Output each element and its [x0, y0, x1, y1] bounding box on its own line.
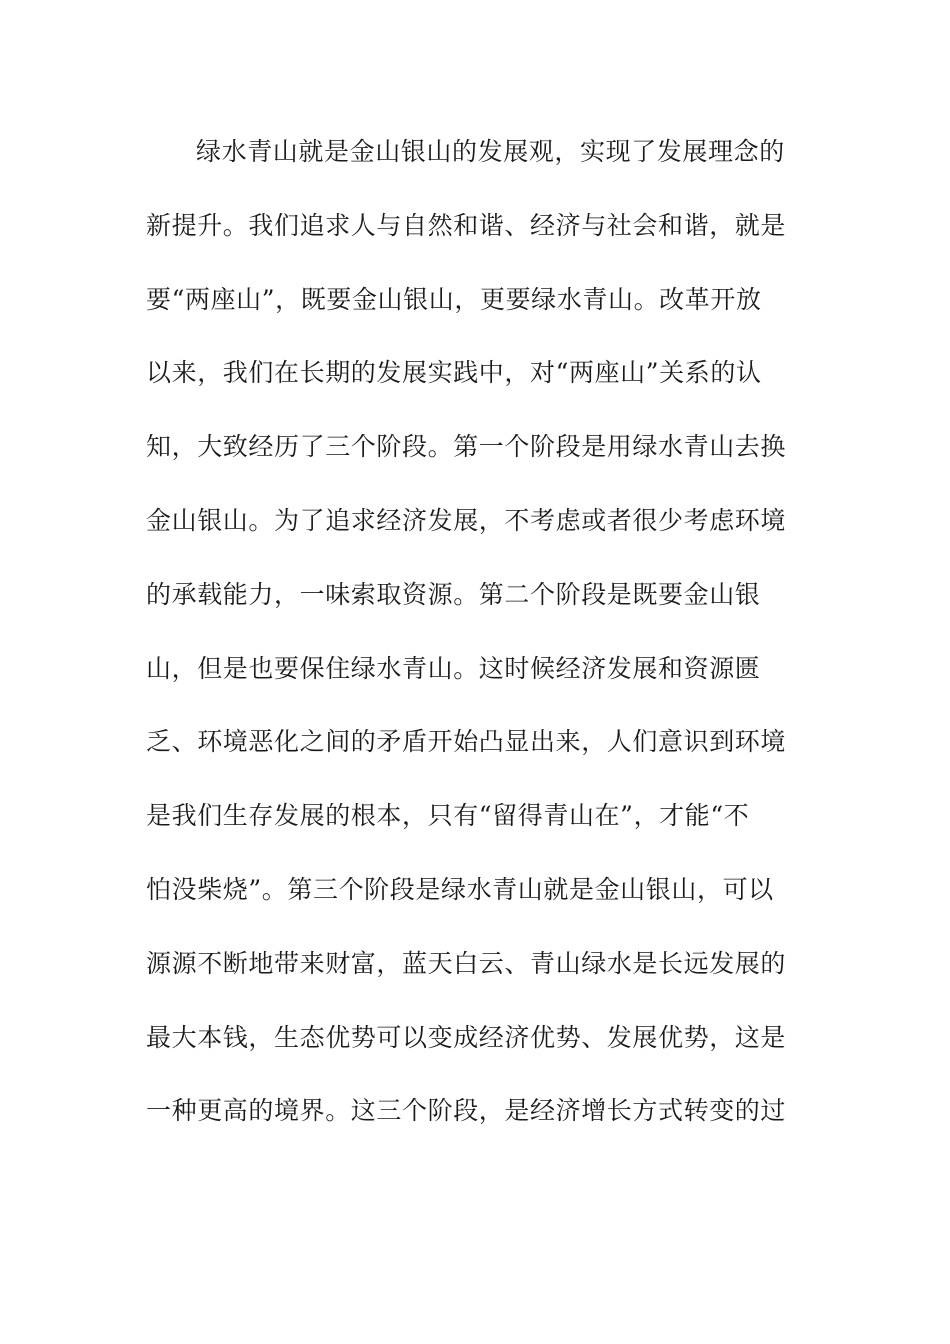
- text-line: 绿水青山就是金山银山的发展观，实现了发展理念的: [196, 137, 785, 166]
- text-line: 怕没柴烧”。第三个阶段是绿水青山就是金山银山，可以: [146, 874, 774, 904]
- text-line: 是我们生存发展的根本，只有“留得青山在”，才能“不: [146, 801, 750, 831]
- text-line: 一种更高的境界。这三个阶段，是经济增长方式转变的过: [146, 1096, 787, 1126]
- text-line: 最大本钱，生态优势可以变成经济优势、发展优势，这是: [146, 1022, 787, 1052]
- text-line: 源源不断地带来财富，蓝天白云、青山绿水是长远发展的: [146, 948, 787, 978]
- text-line: 山，但是也要保住绿水青山。这时候经济发展和资源匮: [146, 653, 761, 683]
- body-paragraph: [146, 126, 806, 1159]
- text-line: 金山银山。为了追求经济发展，不考虑或者很少考虑环境: [146, 505, 787, 535]
- text-line: 以来，我们在长期的发展实践中，对“两座山”关系的认: [146, 358, 762, 388]
- text-line: 要“两座山”，既要金山银山，更要绿水青山。改革开放: [146, 284, 762, 314]
- text-line: 新提升。我们追求人与自然和谐、经济与社会和谐，就是: [146, 210, 787, 240]
- text-line: 知，大致经历了三个阶段。第一个阶段是用绿水青山去换: [146, 432, 787, 462]
- text-line: 的承载能力，一味索取资源。第二个阶段是既要金山银: [146, 579, 761, 609]
- text-line: 乏、环境恶化之间的矛盾开始凸显出来，人们意识到环境: [146, 727, 787, 757]
